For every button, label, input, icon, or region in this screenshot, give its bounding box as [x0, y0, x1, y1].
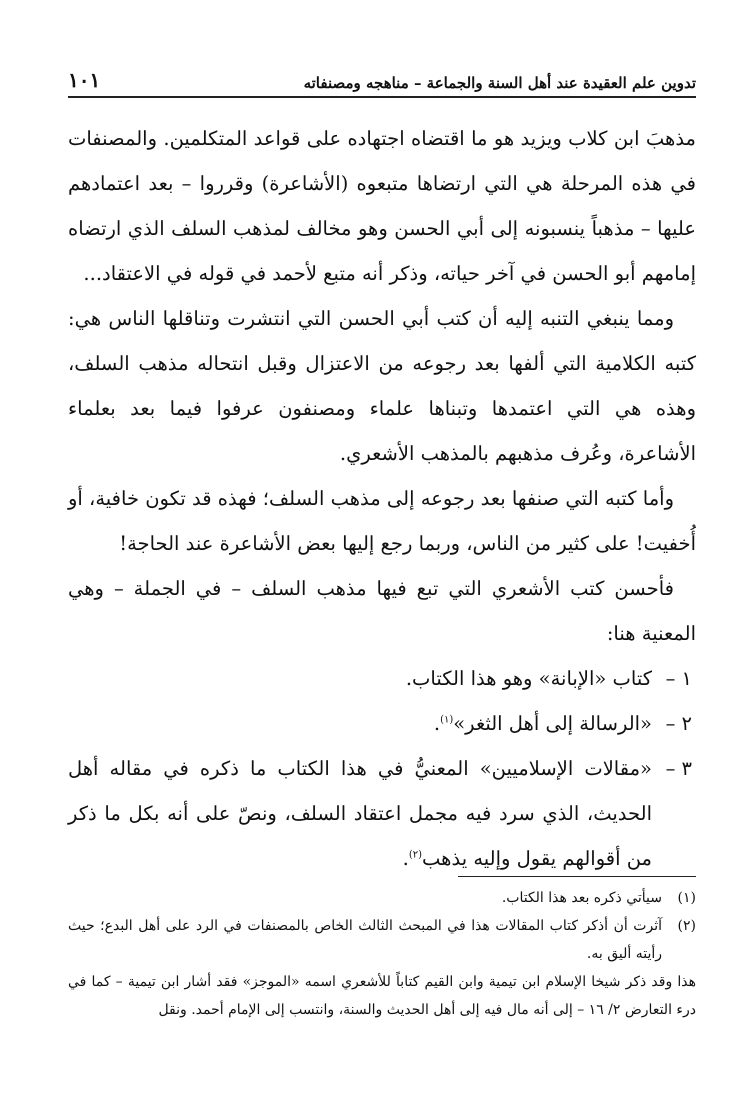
footnote-continuation: هذا وقد ذكر شيخا الإسلام ابن تيمية وابن القيم كتاباً للأشعري اسمه «الموجز» فقد أشار ابن تيمية – كما في درء التعارض ٢/ ١٦ – إلى أنه مال فيه إلى أهل الحديث والسنة، وانتسب إلى الإمام أحمد. ونقل [68, 974, 696, 1018]
main-text [68, 116, 696, 881]
list-number: ٣ – [665, 757, 692, 780]
footnote-number: (١) [677, 890, 696, 906]
list-text: كتاب «الإبانة» وهو هذا الكتاب. [405, 667, 652, 690]
paragraph-2: ومما ينبغي التنبه إليه أن كتب أبي الحسن التي انتشرت وتناقلها الناس هي: كتبه الكلامية التي ألفها بعد رجوعه من الاعتزال وقبل انتحاله مذهب السلف، وهذه هي التي اعتمدها وتبناها علماء ومصنفون عرفوا فيما بعد بعلماء الأشاعرة، وعُرف مذهبهم بالمذهب الأشعري. [68, 307, 696, 465]
footnote [68, 884, 696, 912]
list-punct: . [402, 847, 409, 870]
footnote-text: آثرت أن أذكر كتاب المقالات هذا في المبحث الثالث الخاص بالمصنفات في الرد على أهل البدع؛ حيث رأيته أليق به. [68, 918, 662, 962]
footnote-ref[interactable]: (٢) [408, 849, 423, 861]
paragraph-1: مذهبَ ابن كلاب ويزيد هو ما اقتضاه اجتهاده على قواعد المتكلمين. والمصنفات في هذه المرحلة هي التي ارتضاها متبعوه (الأشاعرة) وقرروا – بعد اعتمادهم عليها – مذهباً ينسبونه إلى أبي الحسن وهو مخالف لمذهب السلف الذي ارتضاه إمامهم أبو الحسن في آخر حياته، وذكر أنه متبع لأحمد في قوله في الاعتقاد... [68, 127, 696, 285]
paragraph-4: فأحسن كتب الأشعري التي تبع فيها مذهب السلف – في الجملة – وهي المعنية هنا: [68, 577, 696, 645]
list-text: «مقالات الإسلاميين» المعنيُّ في هذا الكتاب ما ذكره في مقاله أهل الحديث، الذي سرد فيه مجمل اعتقاد السلف، ونصّ على أنه بكل ما ذكر من أقوالهم يقول وإليه يذهب [68, 757, 652, 870]
paragraph-3: وأما كتبه التي صنفها بعد رجوعه إلى مذهب السلف؛ فهذه قد تكون خافية، أو أُخفيت! على كثير من الناس، وربما رجع إليها بعض الأشاعرة عند الحاجة! [68, 487, 696, 555]
footnote-text: سيأتي ذكره بعد هذا الكتاب. [501, 890, 662, 906]
list-punct: . [433, 712, 441, 735]
running-title: تدوين علم العقيدة عند أهل السنة والجماعة – مناهجه ومصنفاته [303, 74, 696, 92]
list-item [68, 701, 696, 746]
footnote-separator [458, 876, 696, 877]
footnote [68, 912, 696, 968]
footnote-ref[interactable]: (١) [440, 714, 454, 726]
page-number: ١٠١ [68, 68, 101, 92]
list-item [68, 746, 696, 881]
footnotes [68, 884, 696, 1024]
list-item [68, 656, 696, 701]
list-number: ٢ – [665, 712, 692, 735]
page-header [68, 58, 696, 98]
footnote-number: (٢) [677, 918, 696, 934]
list-text: «الرسالة إلى أهل الثغر» [453, 712, 652, 735]
list-number: ١ – [665, 667, 692, 690]
